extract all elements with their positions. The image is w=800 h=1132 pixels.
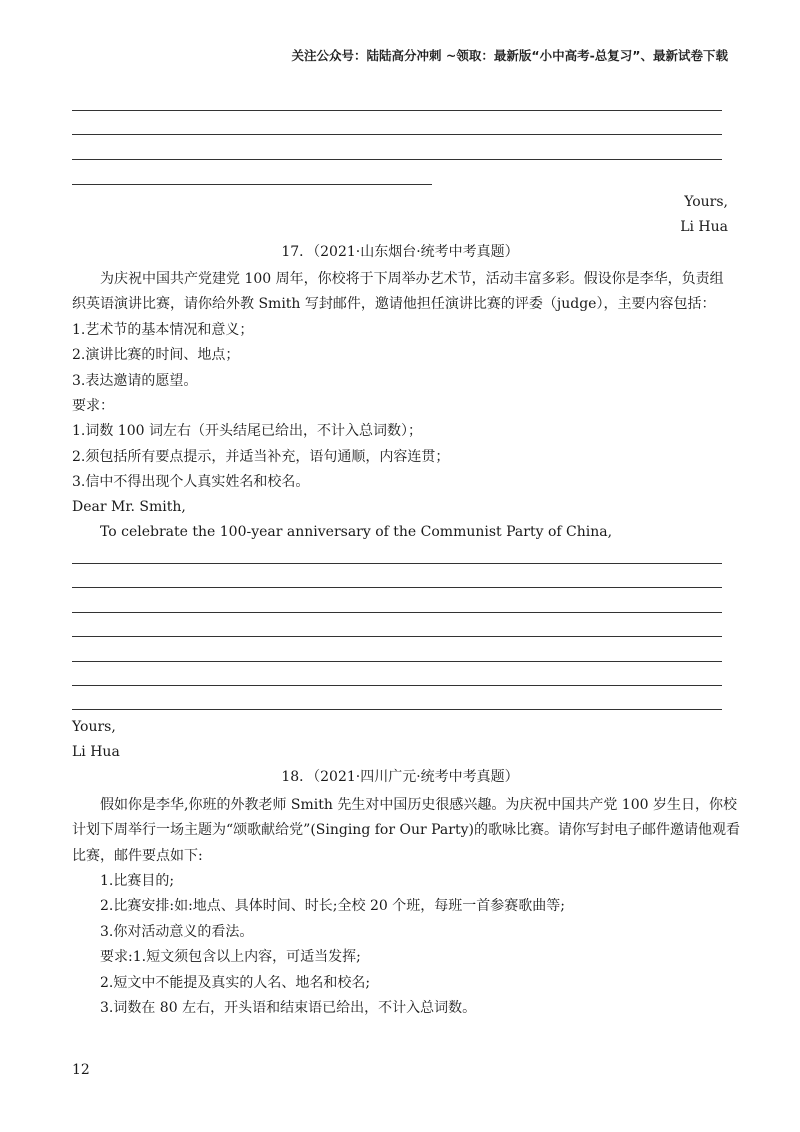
question-18-prompt: 比赛，邮件要点如下: (72, 848, 203, 864)
answer-line (72, 685, 722, 686)
question-18-requirement: 要求:1.短文须包含以上内容，可适当发挥; (100, 949, 361, 965)
answer-line (72, 134, 722, 135)
question-17-title: 17．（2021·山东烟台·统考中考真题） (281, 244, 519, 260)
question-18-requirement: 2.短文中不能提及真实的人名、地名和校名; (100, 975, 371, 991)
question-17-point: 3.表达邀请的愿望。 (72, 373, 198, 389)
answer-line (72, 587, 722, 588)
question-17-requirements-label: 要求： (72, 398, 114, 414)
question-17-prompt: 为庆祝中国共产党建党 100 周年，你校将于下周举办艺术节，活动丰富多彩。假设你是李华，负责组 (100, 271, 724, 287)
letter-opening: To celebrate the 100-year anniversary of the Communist Party of China, (100, 524, 613, 540)
letter-closing: Yours, (684, 194, 728, 210)
question-17-prompt: 织英语演讲比赛，请你给外教 Smith 写封邮件，邀请他担任演讲比赛的评委（judge），主要内容包括： (72, 296, 716, 312)
answer-line (72, 159, 722, 160)
page-number: 12 (72, 1062, 90, 1078)
answer-line (72, 184, 432, 185)
answer-line (72, 612, 722, 613)
letter-signature: Li Hua (680, 219, 728, 235)
question-17-point: 2.演讲比赛的时间、地点； (72, 347, 240, 363)
answer-line (72, 709, 722, 710)
question-18-title: 18．（2021·四川广元·统考中考真题） (281, 769, 519, 785)
answer-line (72, 563, 722, 564)
page-header: 关注公众号：陆陆高分冲刺 ~领取：最新版“小中高考-总复习”、最新试卷下载 (291, 48, 728, 63)
answer-line (72, 636, 722, 637)
question-18-prompt: 假如你是李华,你班的外教老师 Smith 先生对中国历史很感兴趣。为庆祝中国共产党 100 岁生日，你校 (100, 797, 737, 813)
question-18-point: 2.比赛安排:如:地点、具体时间、时长;全校 20 个班，每班一首参赛歌曲等; (100, 898, 565, 914)
question-18-point: 3.你对活动意义的看法。 (100, 924, 254, 940)
letter-signature: Li Hua (72, 744, 120, 760)
question-17-requirement: 2.须包括所有要点提示，并适当补充，语句通顺，内容连贯； (72, 449, 450, 465)
letter-closing: Yours, (72, 719, 116, 735)
letter-salutation: Dear Mr. Smith, (72, 499, 186, 515)
question-17-requirement: 1.词数 100 词左右（开头结尾已给出，不计入总词数）； (72, 423, 422, 439)
answer-line (72, 110, 722, 111)
question-18-point: 1.比赛目的; (100, 873, 175, 889)
question-17-requirement: 3.信中不得出现个人真实姓名和校名。 (72, 474, 310, 490)
answer-line (72, 661, 722, 662)
question-17-point: 1.艺术节的基本情况和意义； (72, 322, 254, 338)
question-18-requirement: 3.词数在 80 左右，开头语和结束语已给出，不计入总词数。 (100, 1000, 477, 1016)
question-18-prompt: 计划下周举行一场主题为“颂歌献给党”(Singing for Our Party)的歌咏比赛。请你写封电子邮件邀请他观看 (72, 822, 740, 838)
